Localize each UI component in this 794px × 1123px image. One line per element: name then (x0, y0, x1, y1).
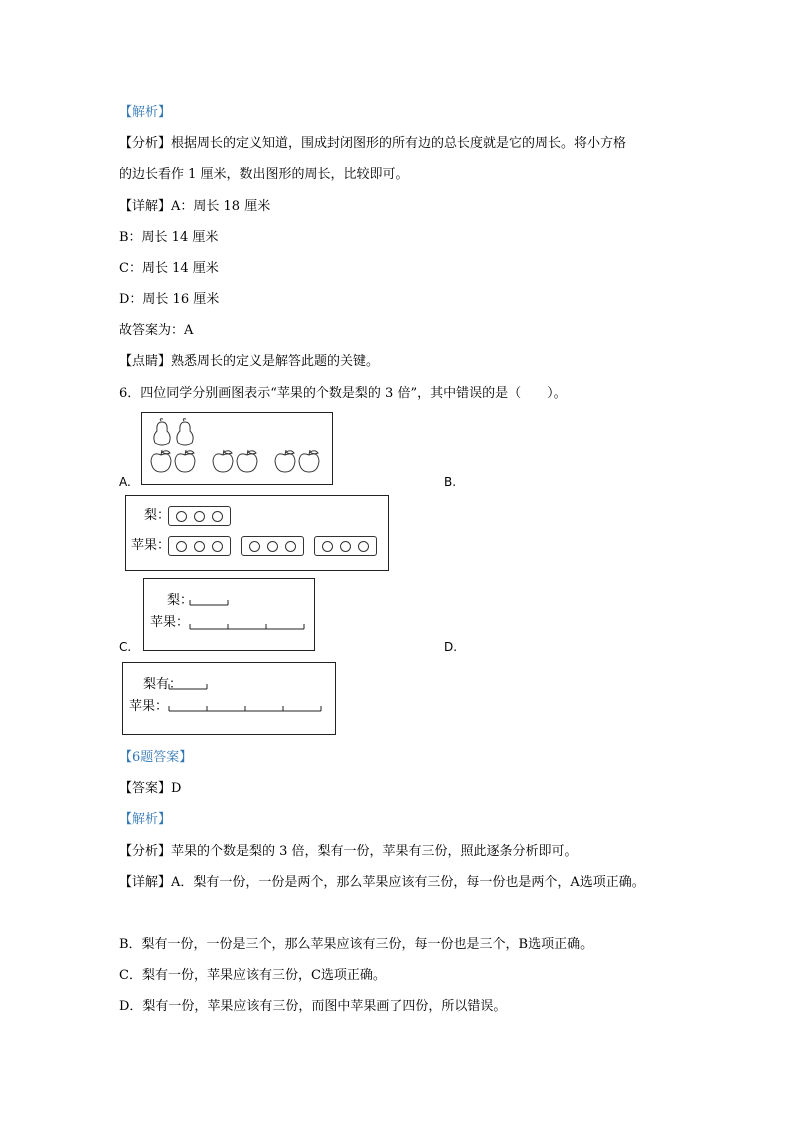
option-a-figure (141, 412, 333, 485)
section-heading-analysis: 【解析】 (119, 812, 172, 827)
apple-icon (275, 450, 295, 472)
apple-icon (175, 450, 195, 472)
apple-icon (213, 450, 233, 472)
apple-label: 苹果： (150, 615, 190, 630)
answer-text: 【答案】D (119, 781, 182, 796)
pear-label: 梨有： (143, 677, 183, 692)
analysis-text-line-2: 的边长看作 1 厘米，数出图形的周长，比较即可。 (119, 167, 409, 182)
detail-line: D：周长 16 厘米 (119, 292, 220, 307)
pear-icon (177, 419, 193, 445)
segment-diagram (123, 663, 337, 736)
circle-icon (249, 541, 260, 552)
circle-icon (340, 541, 351, 552)
analysis-text: 【分析】苹果的个数是梨的 3 倍，梨有一份，苹果有三份，照此逐条分析即可。 (119, 844, 578, 859)
pear-label: 梨： (144, 508, 171, 523)
apple-icon (151, 450, 171, 472)
segment-diagram (144, 579, 316, 652)
pear-group (168, 506, 231, 526)
answer-section-heading: 【6题答案】 (119, 750, 193, 765)
option-b-label: B. (444, 475, 457, 489)
pear-icon (154, 419, 170, 445)
circle-icon (212, 541, 223, 552)
circle-icon (267, 541, 278, 552)
circle-icon (285, 541, 296, 552)
circle-icon (194, 511, 205, 522)
circle-icon (322, 541, 333, 552)
apple-icon (237, 450, 257, 472)
option-c-label: C. (119, 640, 132, 654)
apple-label: 苹果： (131, 538, 171, 553)
apple-group (241, 536, 304, 556)
detail-line: C：周长 14 厘米 (119, 261, 219, 276)
detail-line: D．梨有一份，苹果应该有三份，而图中苹果画了四份，所以错误。 (119, 999, 507, 1014)
circle-icon (194, 541, 205, 552)
detail-line: C．梨有一份，苹果应该有三份，C选项正确。 (119, 968, 386, 983)
pear-segment (190, 600, 228, 605)
apple-label: 苹果： (129, 699, 169, 714)
detail-line: B：周长 14 厘米 (119, 230, 219, 245)
question-6-stem: 6．四位同学分别画图表示“苹果的个数是梨的 3 倍”，其中错误的是（ ）。 (119, 386, 567, 401)
detail-line: B．梨有一份，一份是三个，那么苹果应该有三份，每一份也是三个，B选项正确。 (119, 937, 594, 952)
answer-conclusion: 故答案为：A (119, 323, 194, 338)
option-d-label: D. (444, 640, 458, 654)
keypoint-text: 【点睛】熟悉周长的定义是解答此题的关键。 (119, 354, 380, 369)
section-heading-analysis: 【解析】 (119, 105, 172, 120)
pear-segment (169, 684, 207, 689)
circle-icon (358, 541, 369, 552)
option-b-figure (125, 495, 389, 571)
apple-group (168, 536, 231, 556)
circle-icon (176, 541, 187, 552)
pear-apple-drawing (142, 413, 334, 486)
option-d-figure (122, 662, 336, 735)
detail-line: 【详解】A．梨有一份，一份是两个，那么苹果应该有三份，每一份也是两个，A选项正确。 (119, 875, 645, 890)
apple-segments (169, 706, 321, 711)
apple-icon (299, 450, 319, 472)
detail-line: 【详解】A：周长 18 厘米 (119, 199, 271, 214)
option-a-label: A. (119, 475, 131, 489)
option-c-figure (143, 578, 315, 651)
analysis-text-line-1: 【分析】根据周长的定义知道，围成封闭图形的所有边的总长度就是它的周长。将小方格 (119, 136, 627, 151)
circle-icon (212, 511, 223, 522)
pear-label: 梨： (167, 593, 194, 608)
apple-segments (190, 624, 304, 629)
apple-group (314, 536, 377, 556)
circle-icon (176, 511, 187, 522)
